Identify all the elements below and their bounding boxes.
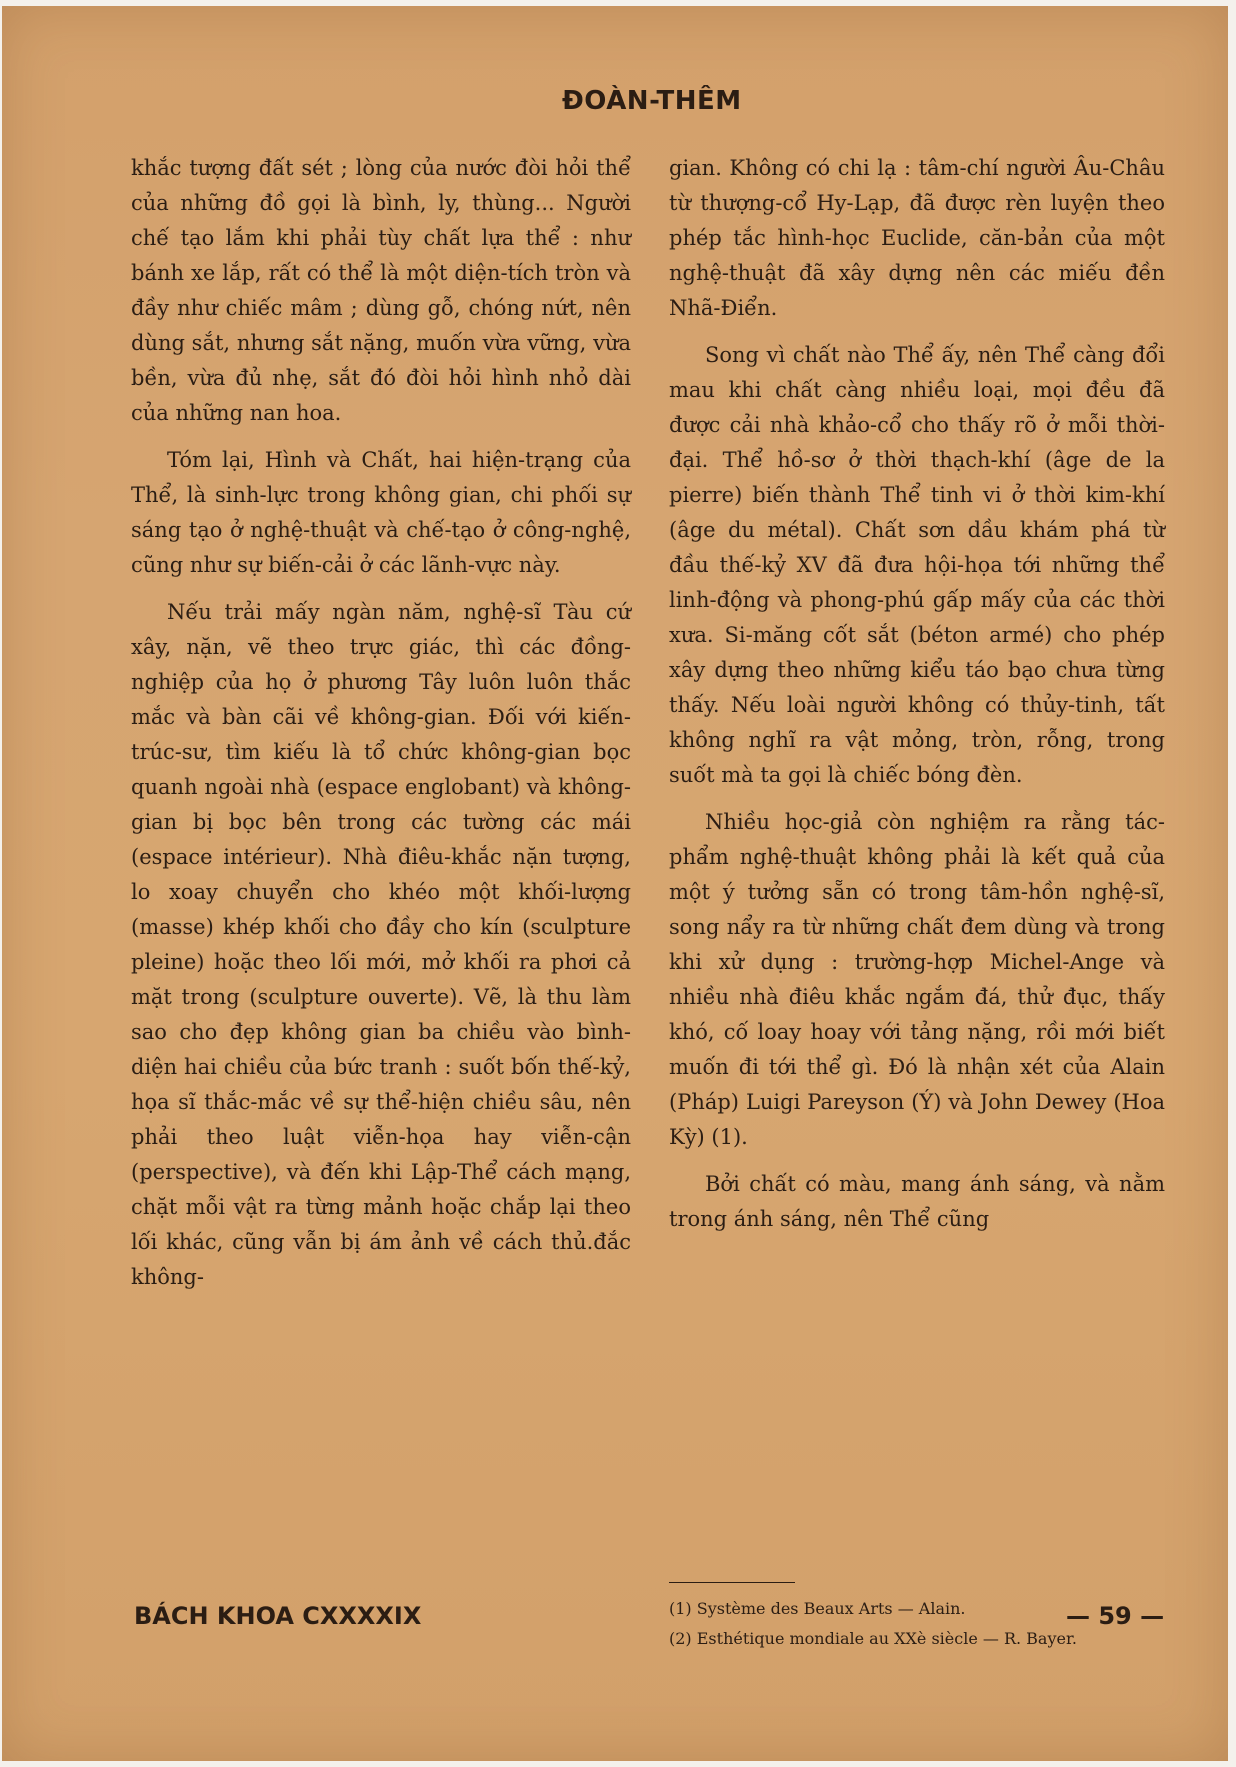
paragraph: Nhiều học-giả còn nghiệm ra rằng tác-phẩm nghệ-thuật không phải là kết quả của một ý tưởng sẵn có trong tâm-hồn nghệ-sĩ, song nẩy ra từ những chất đem dùng và trong khi xử dụng : trường-hợp Michel-Ange và nhiều nhà điêu khắc ngắm đá, thử đục, thấy khó, cố loay hoay với tảng nặng, rồi mới biết muốn đi tới thể gì. Đó là nhận xét của Alain (Pháp) Luigi Pareyson (Ý) và John Dewey (Hoa Kỳ) (1). bbox=[669, 810, 1165, 1149]
right-column bbox=[669, 151, 1165, 1237]
footnote: (1) Système des Beaux Arts — Alain. bbox=[669, 1599, 966, 1618]
paragraph: Tóm lại, Hình và Chất, hai hiện-trạng của Thể, là sinh-lực trong không gian, chi phối sự sáng tạo ở nghệ-thuật và chế-tạo ở công-nghệ, cũng như sự biến-cải ở các lãnh-vực này. bbox=[131, 448, 631, 577]
paragraph: Nếu trải mấy ngàn năm, nghệ-sĩ Tàu cứ xây, nặn, vẽ theo trực giác, thì các đồng-nghiệp của họ ở phương Tây luôn luôn thắc mắc và bàn cãi về không-gian. Đối với kiến-trúc-sư, tìm kiếu là tổ chức không-gian bọc quanh ngoài nhà (espace englobant) và không-gian bị bọc bên trong các tường các mái (espace intérieur). Nhà điêu-khắc nặn tượng, lo xoay chuyển cho khéo một khối-lượng (masse) khép khối cho đầy cho kín (sculpture pleine) hoặc theo lối mới, mở khối ra phơi cả mặt trong (sculpture ouverte). Vẽ, là thu làm sao cho đẹp không gian ba chiều vào bình-diện hai chiều của bức tranh : suốt bốn thế-kỷ, họa sĩ thắc-mắc về sự thể-hiện chiều sâu, nên phải theo luật viễn-họa hay viễn-cận (perspective), và đến khi Lập-Thể cách mạng, chặt mỗi vật ra từng mảnh hoặc chắp lại theo lối khác, cũng vẫn bị ám ảnh về cách thủ.đắc không- bbox=[131, 600, 631, 1289]
footnote: (2) Esthétique mondiale au XXè siècle — R. Bayer. bbox=[669, 1629, 1077, 1648]
running-title: ĐOÀN-THÊM bbox=[562, 86, 742, 116]
page-number: — 59 — bbox=[1066, 1602, 1165, 1630]
book-page bbox=[2, 6, 1228, 1761]
magazine-footer: BÁCH KHOA CXXXXIX bbox=[134, 1602, 422, 1630]
paragraph: gian. Không có chi lạ : tâm-chí người Âu-Châu từ thượng-cổ Hy-Lạp, đã được rèn luyện theo phép tắc hình-học Euclide, căn-bản của một nghệ-thuật đã xây dựng nên các miếu đền Nhã-Điển. bbox=[669, 156, 1165, 320]
paragraph: khắc tượng đất sét ; lòng của nước đòi hỏi thể của những đồ gọi là bình, ly, thùng... Người chế tạo lắm khi phải tùy chất lựa thể : như bánh xe lắp, rất có thể là một diện-tích tròn và đầy như chiếc mâm ; dùng gỗ, chóng nứt, nên dùng sắt, nhưng sắt nặng, muốn vừa vững, vừa bền, vừa đủ nhẹ, sắt đó đòi hỏi hình nhỏ dài của những nan hoa. bbox=[131, 156, 631, 425]
paragraph: Song vì chất nào Thể ấy, nên Thể càng đổi mau khi chất càng nhiều loại, mọi đều đã được cải nhà khảo-cổ cho thấy rõ ở mỗi thời-đại. Thể hồ-sơ ở thời thạch-khí (âge de la pierre) biến thành Thể tinh vi ở thời kim-khí (âge du métal). Chất sơn dầu khám phá từ đầu thế-kỷ XV đã đưa hội-họa tới những thể linh-động và phong-phú gấp mấy của các thời xưa. Si-măng cốt sắt (béton armé) cho phép xây dựng theo những kiểu táo bạo chưa từng thấy. Nếu loài người không có thủy-tinh, tất không nghĩ ra vật mỏng, tròn, rỗng, trong suốt mà ta gọi là chiếc bóng đèn. bbox=[669, 343, 1165, 787]
footnote-rule bbox=[669, 1582, 795, 1583]
left-column bbox=[131, 151, 631, 1295]
paragraph: Bởi chất có màu, mang ánh sáng, và nằm trong ánh sáng, nên Thể cũng bbox=[669, 1172, 1165, 1231]
